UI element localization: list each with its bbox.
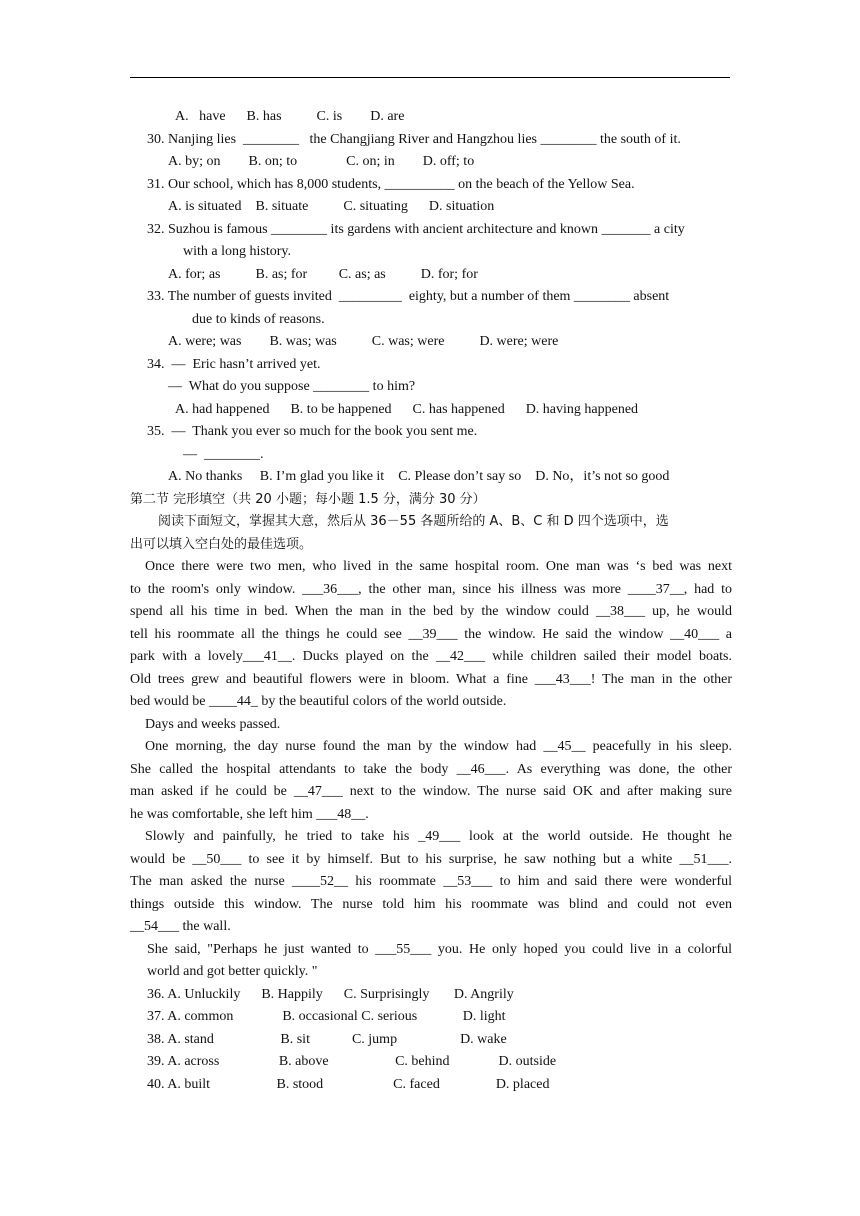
question-31: 31. Our school, which has 8,000 students, __________ on the beach of the Yellow Sea. <box>147 176 635 192</box>
passage-line: he was comfortable, she left him ___48__. <box>130 806 369 822</box>
option-row-38: 38. A. stand B. sit C. jump D. wake <box>147 1031 507 1047</box>
q30-options: A. by; on B. on; to C. on; in D. off; to <box>168 154 475 169</box>
passage-paragraph-1 <box>130 556 732 714</box>
passage-line: bed would be ____44_ by the beautiful colors of the world outside. <box>130 694 507 709</box>
q33-options: A. were; was B. was; was C. was; were D. were; were <box>168 334 559 349</box>
passage-line: Days and weeks passed. <box>145 716 281 732</box>
passage-paragraph-4 <box>130 826 732 939</box>
passage-line: The man asked the nurse ____52__ his roommate __53___ to him and said there were wonderful <box>130 874 732 889</box>
passage-line: world and got better quickly. " <box>147 964 318 979</box>
instruction-line-2: 出可以填入空白处的最佳选项。 <box>130 536 313 552</box>
question-30: 30. Nanjing lies ________ the Changjiang River and Hangzhou lies ________ the south of it. <box>147 131 681 147</box>
cloze-options <box>130 984 732 1097</box>
passage-line: things outside this window. The nurse told him his roommate was blind and could not even <box>130 896 732 912</box>
passage-line: Slowly and painfully, he tried to take his _49___ look at the world outside. He thought he <box>145 829 732 844</box>
passage-line: tell his roommate all the things he could see __39___ the window. He said the window __40___ a <box>130 626 732 642</box>
passage-line: spend all his time in bed. When the man in the bed by the window could __38___ up, he would <box>130 604 732 619</box>
section-title: 第二节 完形填空（共 20 小题；每小题 1.5 分，满分 30 分） <box>130 491 486 507</box>
passage-line: Once there were two men, who lived in the same hospital room. One man was ‘s bed was next <box>145 559 732 574</box>
question-35: 35. — Thank you ever so much for the book you sent me. <box>147 424 478 439</box>
passage-line: would be __50___ to see it by himself. But to his surprise, he saw nothing but a white __51___. <box>130 851 732 867</box>
question-35-reply: — ________. <box>183 446 264 462</box>
question-32: 32. Suzhou is famous ________ its gardens with ancient architecture and known _______ a city <box>147 221 685 237</box>
cloze-passage <box>130 556 732 984</box>
passage-line: She called the hospital attendants to take the body __46___. As everything was done, the other <box>130 761 732 777</box>
passage-line: man asked if he could be __47___ next to the window. The nurse said OK and after making sure <box>130 784 732 799</box>
passage-paragraph-2 <box>130 714 732 737</box>
exam-page <box>130 106 732 1096</box>
option-row-37: 37. A. common B. occasional C. serious D. light <box>147 1009 506 1024</box>
option-row-40: 40. A. built B. stood C. faced D. placed <box>147 1076 550 1092</box>
passage-line: Old trees grew and beautiful flowers were in bloom. What a fine ___43___! The man in the other <box>130 671 732 687</box>
passage-line: One morning, the day nurse found the man by the window had __45__ peacefully in his sleep. <box>145 739 732 754</box>
passage-line: __54___ the wall. <box>130 919 231 934</box>
option-row-39: 39. A. across B. above C. behind D. outside <box>147 1054 557 1069</box>
q35-options: A. No thanks B. I’m glad you like it C. Please don’t say so D. No，it’s not so good <box>168 469 670 484</box>
passage-paragraph-5 <box>130 939 732 984</box>
question-33: 33. The number of guests invited _________ eighty, but a number of them ________ absent <box>147 289 670 304</box>
question-34: 34. — Eric hasn’t arrived yet. <box>147 356 321 372</box>
q32-options: A. for; as B. as; for C. as; as D. for; for <box>168 266 478 282</box>
question-32-cont: with a long history. <box>183 244 291 259</box>
header-rule <box>130 77 730 78</box>
passage-paragraph-3 <box>130 736 732 826</box>
passage-line: She said, "Perhaps he just wanted to ___55___ you. He only hoped you could live in a colorful <box>147 941 732 957</box>
q29-options: A. have B. has C. is D. are <box>175 109 405 124</box>
option-row-36: 36. A. Unluckily B. Happily C. Surprisingly D. Angrily <box>147 986 514 1002</box>
passage-line: to the room's only window. ___36___, the other man, since his illness was more ____37__, had to <box>130 581 732 597</box>
question-33-cont: due to kinds of reasons. <box>192 311 325 327</box>
q34-options: A. had happened B. to be happened C. has happened D. having happened <box>175 401 639 417</box>
instruction-line-1: 阅读下面短文，掌握其大意，然后从 36－55 各题所给的 A、B、C 和 D 四个选项中，选 <box>158 514 669 529</box>
q31-options: A. is situated B. situate C. situating D. situation <box>168 199 495 214</box>
passage-line: park with a lovely___41__. Ducks played on the __42___ while children sailed their model boats. <box>130 649 732 664</box>
question-34-reply: — What do you suppose ________ to him? <box>168 379 416 394</box>
